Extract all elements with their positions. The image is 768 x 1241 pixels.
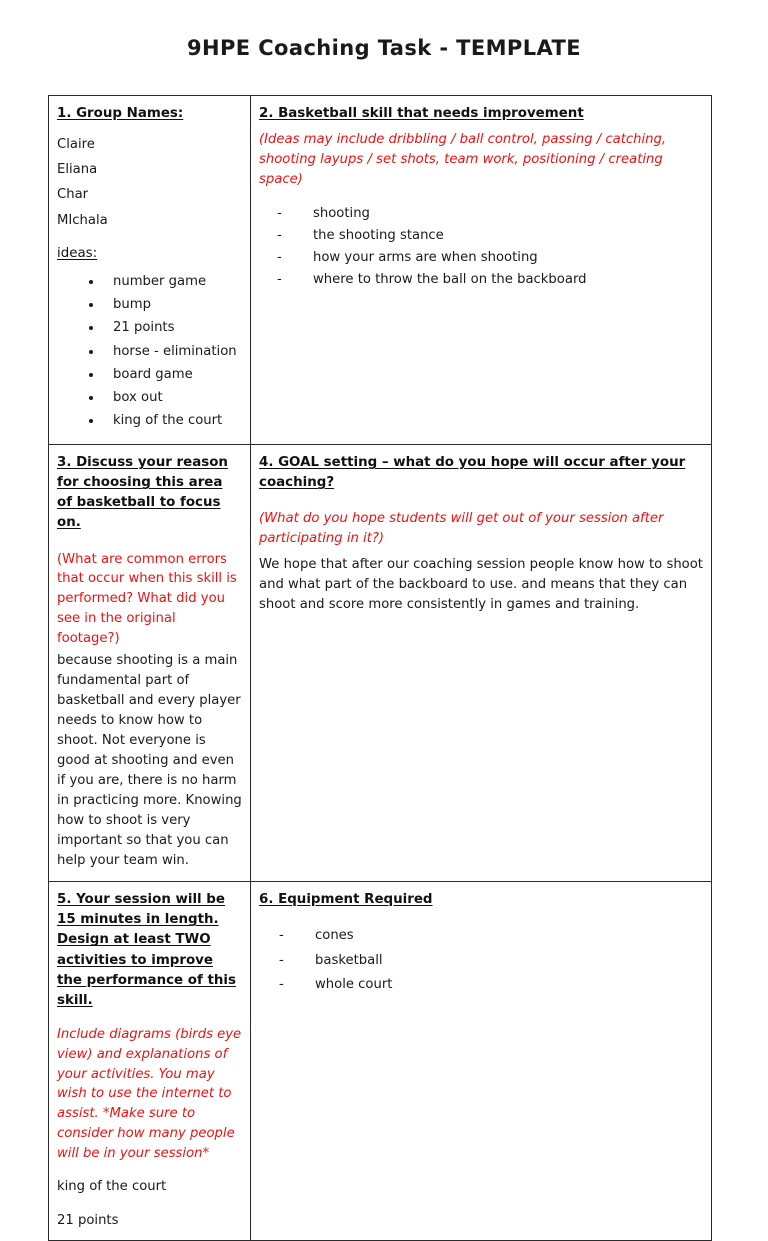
list-item: - cones — [279, 926, 703, 945]
cell4-answer: We hope that after our coaching session people know how to shoot and what part of the backboard to use. and means that they can shoot and score more consistently in games and training. — [259, 556, 703, 613]
cell-reason-discussion — [49, 445, 251, 882]
group-member-name: Char — [57, 187, 89, 203]
activity-name: 21 points — [57, 1212, 119, 1228]
list-item: • 21 points — [103, 318, 242, 337]
cell4-heading: 4. GOAL setting – what do you hope will occur after your coaching? — [259, 455, 686, 491]
equipment-list — [259, 926, 703, 993]
list-item: - how your arms are when shooting — [277, 248, 703, 267]
skill-list — [259, 204, 703, 290]
cell1-heading: 1. Group Names: — [57, 106, 184, 121]
cell5-heading: 5. Your session will be 15 minutes in length. Design at least TWO activities to improve the performance of this skill. — [57, 892, 236, 1008]
cell-group-names — [49, 96, 251, 445]
list-item: - whole court — [279, 975, 703, 994]
cell2-hint: (Ideas may include dribbling / ball control, passing / catching, shooting layups / set shots, team work, positioning / creating space) — [259, 132, 667, 187]
list-item: • box out — [103, 388, 242, 407]
ideas-list — [57, 272, 242, 430]
cell2-heading: 2. Basketball skill that needs improvement — [259, 106, 584, 121]
cell-session-design — [49, 882, 251, 1241]
list-item: • board game — [103, 365, 242, 384]
list-item: - where to throw the ball on the backboard — [277, 270, 703, 289]
coaching-task-table — [48, 95, 712, 1241]
activity-name: king of the court — [57, 1179, 167, 1195]
cell3-heading: 3. Discuss your reason for choosing this area of basketball to focus on. — [57, 455, 228, 531]
table-row — [49, 882, 712, 1241]
cell3-hint: (What are common errors that occur when this skill is performed? What did you see in the original footage?) — [57, 551, 237, 646]
list-item: - shooting — [277, 204, 703, 223]
list-item: • king of the court — [103, 411, 242, 430]
table-row — [49, 96, 712, 445]
ideas-label: ideas: — [57, 245, 98, 261]
list-item: - the shooting stance — [277, 226, 703, 245]
cell-equipment-required — [251, 882, 712, 1241]
cell4-hint: (What do you hope students will get out of your session after participating in it?) — [259, 511, 664, 547]
list-item: • number game — [103, 272, 242, 291]
list-item: - basketball — [279, 951, 703, 970]
group-member-name: MIchala — [57, 212, 108, 228]
table-row — [49, 445, 712, 882]
group-member-name: Eliana — [57, 162, 98, 178]
list-item: • horse - elimination — [103, 342, 242, 361]
cell5-hint: Include diagrams (birds eye view) and explanations of your activities. You may wish to use the internet to assist. *Make sure to consider how many people will be in your session* — [57, 1026, 242, 1161]
page-title: 9HPE Coaching Task - TEMPLATE — [187, 36, 581, 60]
cell-skill-improvement — [251, 96, 712, 445]
cell3-answer: because shooting is a main fundamental part of basketball and every player needs to know how to shoot. Not everyone is good at shooting and even if you are, there is no harm in practicing more. Knowing how to shoot is very important so that you can help your team win. — [57, 652, 242, 869]
cell-goal-setting — [251, 445, 712, 882]
group-member-name: Claire — [57, 137, 95, 153]
cell6-heading: 6. Equipment Required — [259, 892, 433, 908]
list-item: • bump — [103, 295, 242, 314]
